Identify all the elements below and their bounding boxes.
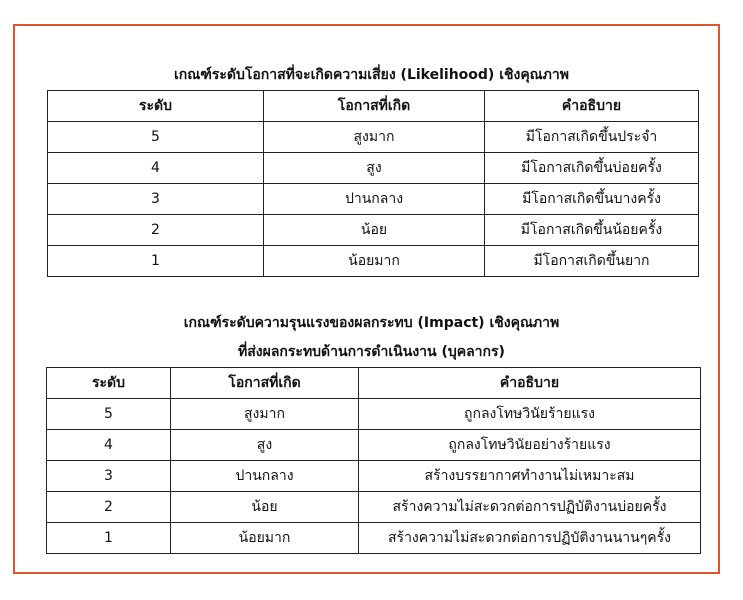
cell-description: ถูกลงโทษวินัยอย่างร้ายแรง bbox=[359, 430, 701, 461]
cell-likelihood: น้อยมาก bbox=[171, 523, 359, 554]
cell-likelihood: น้อย bbox=[264, 215, 485, 246]
table-row bbox=[47, 492, 701, 523]
cell-level: 3 bbox=[47, 461, 171, 492]
header-likelihood: โอกาสที่เกิด bbox=[171, 368, 359, 399]
table-row bbox=[47, 523, 701, 554]
table-row bbox=[48, 122, 699, 153]
impact-table-subtitle: ที่ส่งผลกระทบด้านการดำเนินงาน (บุคลากร) bbox=[238, 344, 505, 360]
header-level: ระดับ bbox=[47, 368, 171, 399]
table-row bbox=[48, 246, 699, 277]
likelihood-table-title: เกณฑ์ระดับโอกาสที่จะเกิดความเสี่ยง (Likelihood) เชิงคุณภาพ bbox=[173, 67, 569, 83]
cell-level: 5 bbox=[48, 122, 264, 153]
cell-description: สร้างความไม่สะดวกต่อการปฏิบัติงานนานๆครั้ง bbox=[359, 523, 701, 554]
cell-likelihood: สูง bbox=[171, 430, 359, 461]
likelihood-table bbox=[47, 90, 699, 277]
cell-description: มีโอกาสเกิดขึ้นบางครั้ง bbox=[485, 184, 699, 215]
cell-level: 3 bbox=[48, 184, 264, 215]
cell-likelihood: น้อย bbox=[171, 492, 359, 523]
cell-level: 4 bbox=[47, 430, 171, 461]
cell-description: มีโอกาสเกิดขึ้นบ่อยครั้ง bbox=[485, 153, 699, 184]
header-likelihood: โอกาสที่เกิด bbox=[264, 91, 485, 122]
header-description: คำอธิบาย bbox=[359, 368, 701, 399]
cell-level: 1 bbox=[48, 246, 264, 277]
cell-description: ถูกลงโทษวินัยร้ายแรง bbox=[359, 399, 701, 430]
cell-likelihood: สูงมาก bbox=[171, 399, 359, 430]
cell-level: 2 bbox=[48, 215, 264, 246]
table-row bbox=[47, 461, 701, 492]
cell-description: สร้างความไม่สะดวกต่อการปฏิบัติงานบ่อยครั้ง bbox=[359, 492, 701, 523]
impact-table-title: เกณฑ์ระดับความรุนแรงของผลกระทบ (Impact) เชิงคุณภาพ bbox=[183, 315, 560, 331]
table-row bbox=[47, 430, 701, 461]
cell-description: สร้างบรรยากาศทำงานไม่เหมาะสม bbox=[359, 461, 701, 492]
cell-likelihood: น้อยมาก bbox=[264, 246, 485, 277]
cell-likelihood: สูง bbox=[264, 153, 485, 184]
impact-table bbox=[46, 367, 701, 554]
cell-likelihood: ปานกลาง bbox=[171, 461, 359, 492]
header-level: ระดับ bbox=[48, 91, 264, 122]
cell-description: มีโอกาสเกิดขึ้นน้อยครั้ง bbox=[485, 215, 699, 246]
table-row bbox=[48, 184, 699, 215]
header-description: คำอธิบาย bbox=[485, 91, 699, 122]
table-header-row bbox=[48, 91, 699, 122]
table-header-row bbox=[47, 368, 701, 399]
cell-level: 2 bbox=[47, 492, 171, 523]
table-row bbox=[47, 399, 701, 430]
table-row bbox=[48, 215, 699, 246]
cell-level: 4 bbox=[48, 153, 264, 184]
cell-likelihood: สูงมาก bbox=[264, 122, 485, 153]
cell-description: มีโอกาสเกิดขึ้นประจำ bbox=[485, 122, 699, 153]
cell-likelihood: ปานกลาง bbox=[264, 184, 485, 215]
cell-level: 1 bbox=[47, 523, 171, 554]
table-row bbox=[48, 153, 699, 184]
cell-level: 5 bbox=[47, 399, 171, 430]
cell-description: มีโอกาสเกิดขึ้นยาก bbox=[485, 246, 699, 277]
